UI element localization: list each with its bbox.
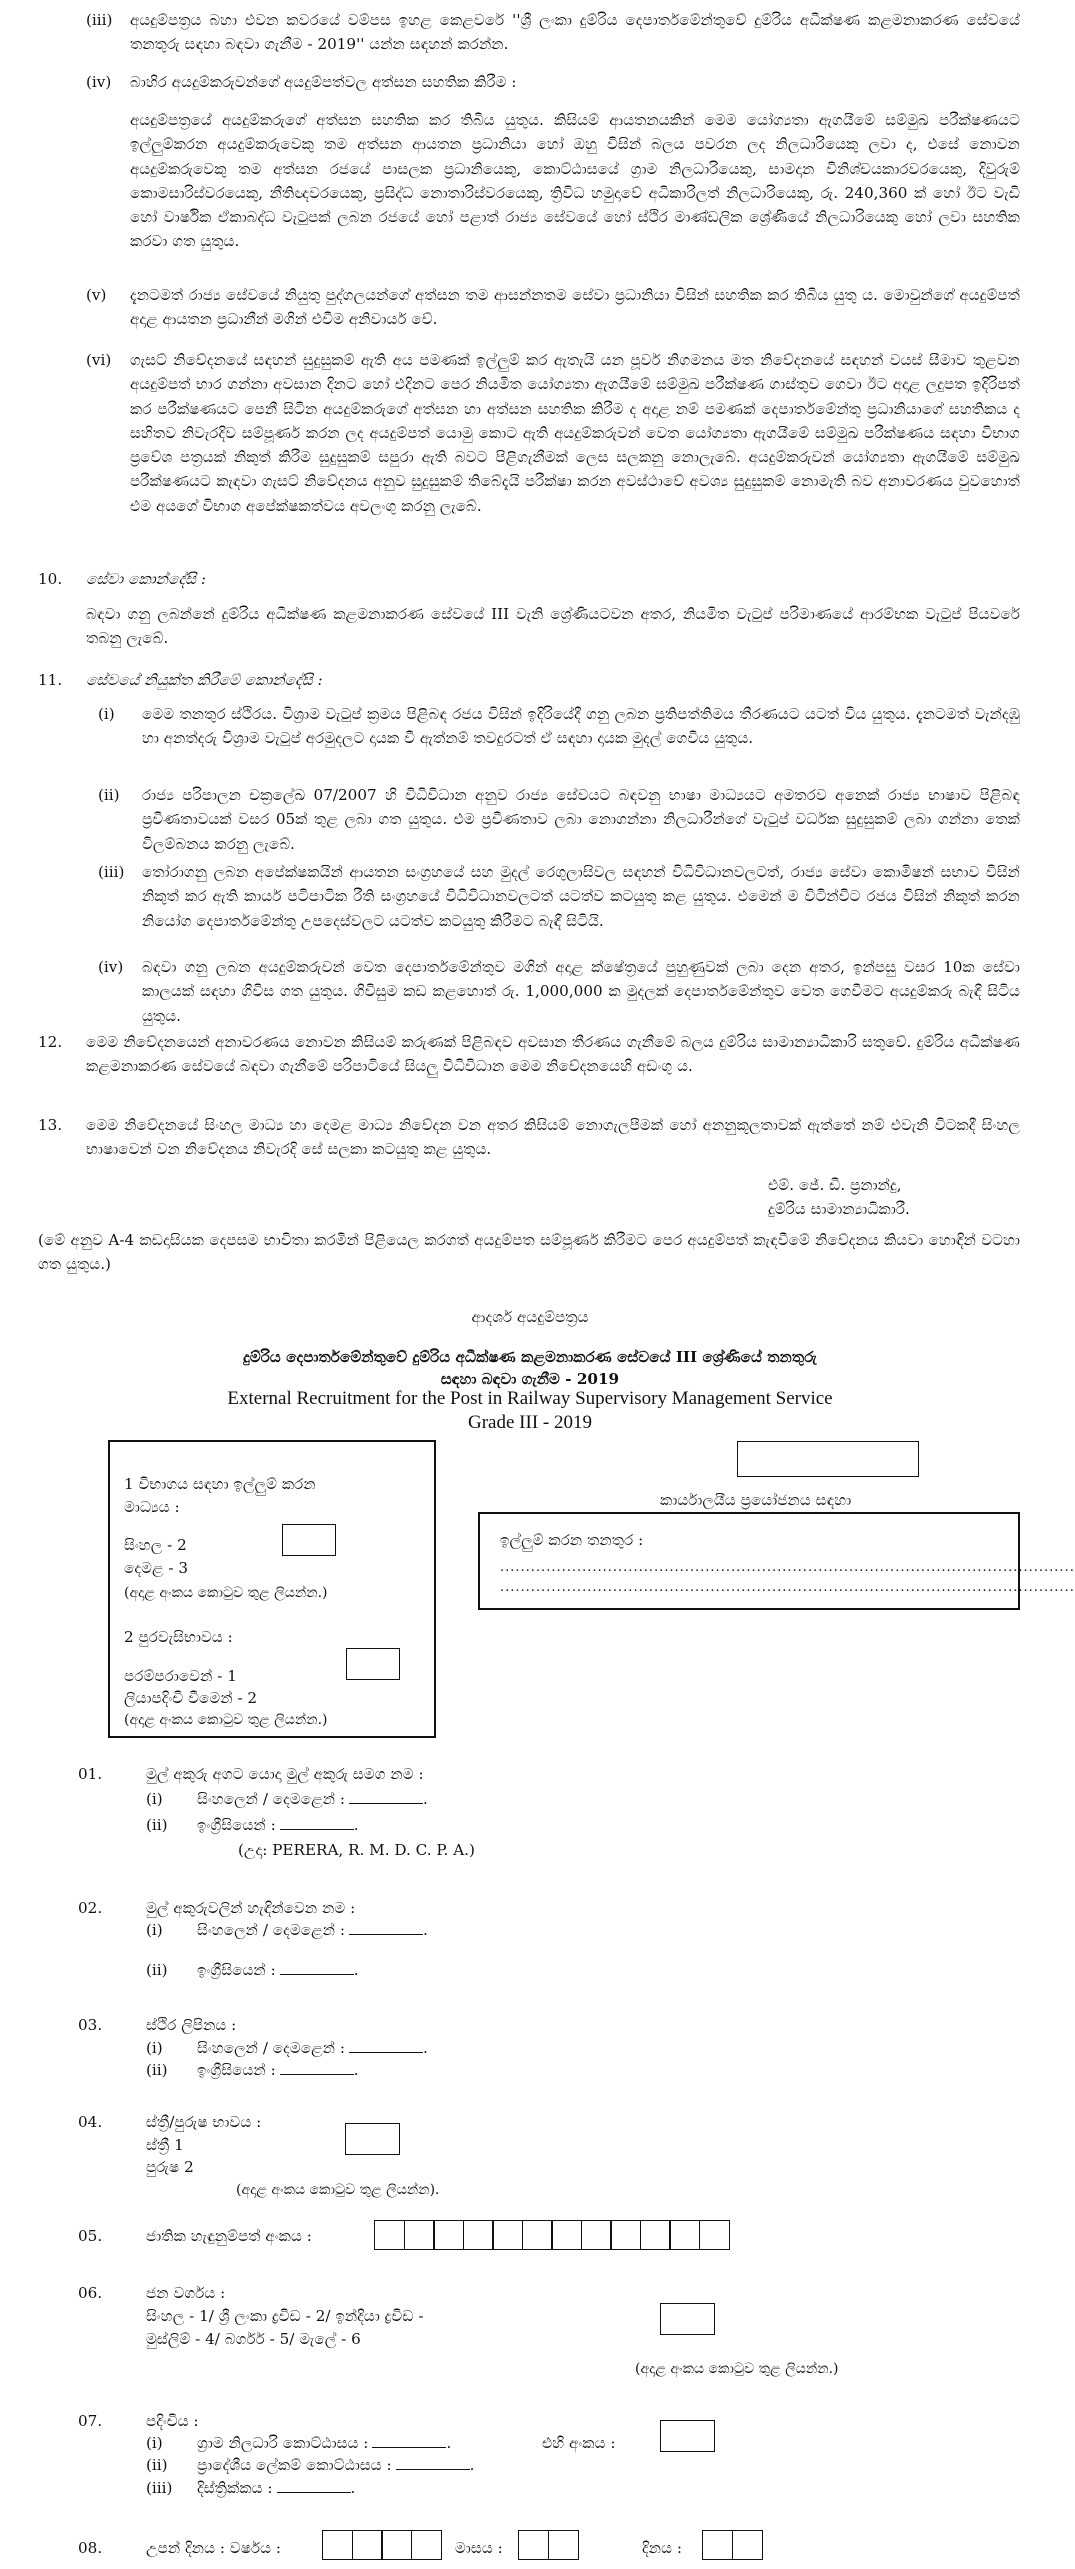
field-label: ඉංග්‍රීසියෙන් : [197, 1816, 276, 1834]
nic-number-boxes[interactable] [374, 2220, 728, 2250]
option-tamil: දෙමළ - 3 [124, 1559, 189, 1577]
hint: (අදාළ අංකය කොටුව තුළ ලියන්න). [236, 2182, 440, 2198]
sub-number: (ii) [146, 2456, 168, 2474]
fill-line[interactable] [277, 2491, 351, 2493]
section-number: 13. [38, 1116, 63, 1134]
dotted-line[interactable]: ................................................................................................................ [500, 1560, 1075, 1575]
nic-digit-box[interactable] [433, 2220, 464, 2250]
item-text: ගැසට් නිවේදනයේ සඳහන් සුදුසුකම් ඇති අය පමණක් ඉල්ලුම් කර ඇතැයි යන පූර්ව නිගමනය මත නිවේදනයේ සඳහන් වයස් සීමාව තුළවන අයදුම්පත් භාර ගන්නා අවසාන දිනට හෝ එදිනට පෙර නියමිත යෝග්‍යතා ඇගයීමේ සම්මුඛ පරීක්ෂණ ගාස්තුව ගෙවා ඊට අදාළ ලදුපත ඉදිරිපත් කර පරීක්ෂණයට පෙනී සිටින අයදුම්කරුගේ අත්සන හා අත්සන සහතික කිරීම ද අදාළ නම් පමණක් දෙපාර්තමේන්තු ප්‍රධානියාගේ සහතිකය ද සහිතව නිවැරදිව සම්පූර්ණ කරන ලද අයදුම්පත් යොමු කොට ඇති අයදුම්කරුවන් වෙත යෝග්‍යතා ඇගයීමේ සම්මුඛ පරීක්ෂණය සඳහා විභාග ප්‍රවේශ පත්‍රයක් නිකුත් කිරීම සුදුසුකම් සපුරා ඇති බවට පිළිගැනීමක් ලෙස සලකනු නොලැබේ. අයදුම්කරුවන් යෝග්‍යතා ඇගයීමේ සම්මුඛ පරීක්ෂණයට කැඳවා ගැසට් නිවේදනය අනුව සුදුසුකම් තිබේදැයි පරීක්ෂා කරන අවස්ථාවේ අවශ්‍ය සුදුසුකම් නොමැති බව අනාවරණය වුවහොත් එම අයගේ විභාග අපේක්ෂකත්වය අවලංගු කරනු ලැබේ. [130, 351, 1020, 515]
field-label-nic: ජාතික හැඳුනුම්පත් අංකය : [146, 2227, 312, 2245]
nic-digit-box[interactable] [669, 2220, 700, 2250]
address-sinhala-tamil-field[interactable]: සිංහලෙන් / දෙමළෙන් : . [197, 2039, 428, 2057]
field-number: 01. [78, 1765, 103, 1783]
field-number: 06. [78, 2284, 103, 2302]
sub-number: (i) [146, 2039, 163, 2057]
denoted-sinhala-tamil-field[interactable]: සිංහලෙන් / දෙමළෙන් : . [197, 1921, 428, 1939]
day-digit-box[interactable] [732, 2530, 763, 2560]
nic-digit-box[interactable] [640, 2220, 671, 2250]
signatory-name: එම්. ජේ. ඩී. ප්‍රනාන්දු, [768, 1176, 902, 1194]
field-label-gender: ස්ත්‍රී/පුරුෂ භාවය : [146, 2113, 262, 2131]
field-label: සිංහලෙන් / දෙමළෙන් : [197, 1921, 345, 1939]
field-number: 05. [78, 2227, 103, 2245]
hint: (අදාළ අංකය කොටුව තුළ ලියන්න.) [635, 2361, 839, 2377]
ethnicity-options-line-1: සිංහල - 1/ ශ්‍රී ලංකා ද්‍රවිඩ - 2/ ඉන්දියා ද්‍රවිඩ - [146, 2307, 424, 2325]
year-digit-box[interactable] [352, 2530, 383, 2560]
item-number: (vi) [86, 351, 112, 369]
field-label-ethnicity: ජන වර්ගය : [146, 2284, 226, 2302]
item-text: දැනටමත් රාජ්‍ය සේවයේ නියුතු පුද්ගලයන්ගේ අත්සන තම ආසන්නතම සේවා ප්‍රධානියා විසින් සහතික කර තිබිය යුතු ය. මොවුන්ගේ අයදුම්පත් අදාළ ආයතන ප්‍රධානීන් මගින් එවීම අනිවාර්ය වේ. [130, 286, 1020, 329]
hint: (අදාළ අංකය කොටුව තුළ ලියන්න.) [124, 1585, 328, 1601]
option-descent: පරම්පරාවෙන් - 1 [124, 1667, 237, 1685]
gn-code-label: එහි අංකය : [542, 2434, 616, 2452]
item-heading: බාහිර අයදුම්කරුවන්ගේ අයදුම්පත්වල අත්සන සහතික කිරීම : [130, 73, 517, 91]
year-digit-box[interactable] [381, 2530, 412, 2560]
item-text: රාජ්‍ය පරිපාලන චක්‍රලේඛ 07/2007 හි විධිවිධාන අනුව රාජ්‍ය සේවයට බඳවනු භාෂා මාධ්‍යයට අමතරව අනෙක් රාජ්‍ය භාෂාව පිළිබඳ ප්‍රවීණතාවයක් වසර 05ක් තුළ ලබා ගත යුතුය. එම ප්‍රවීණතාව ලබා නොගන්නා නිලධාරීන්ගේ වැටුප් වර්ධක සුදුසුකම් ලබා ගන්නා තෙක් විලම්බනය කරනු ලැබේ. [142, 786, 1020, 853]
medium-code-box[interactable] [282, 1524, 336, 1556]
dotted-line[interactable]: ................................................................................................................ [500, 1580, 1075, 1595]
field-label-date-of-birth: උපන් දිනය : වර්ෂය : [146, 2539, 282, 2557]
sub-number: (iii) [146, 2479, 173, 2497]
nic-digit-box[interactable] [581, 2220, 612, 2250]
sub-number: (ii) [146, 1961, 168, 1979]
sub-number: (i) [146, 1790, 163, 1808]
year-digit-box[interactable] [411, 2530, 442, 2560]
month-label: මාසය : [455, 2539, 503, 2557]
field-label: ප්‍රාදේශීය ලේකම් කොට්ඨාසය : [197, 2456, 392, 2474]
item-text: අයදුම්පත්‍රය බහා එවන කවරයේ වම්පස ඉහළ කෙළවරේ ''ශ්‍රී ලංකා දුම්රිය දෙපාර්තමේන්තුවේ දුම්රිය අධීක්ෂණ කළමනාකරණ සේවයේ තනතුරු සඳහා බඳවා ගැනීම - 2019'' යන්න සඳහන් කරන්න. [130, 11, 1020, 54]
ethnicity-code-box[interactable] [660, 2303, 715, 2335]
field-number: 03. [78, 2016, 103, 2034]
field-number: 04. [78, 2113, 103, 2131]
section-heading: සේවයේ නියුක්ත කිරීමේ කොන්දේසි : [86, 671, 323, 689]
nic-digit-box[interactable] [492, 2220, 523, 2250]
option-male: පුරුෂ 2 [146, 2158, 194, 2176]
signatory-title: දුම්රිය සාමාන්‍යාධිකාරී. [768, 1200, 910, 1218]
nic-digit-box[interactable] [522, 2220, 553, 2250]
gn-code-box[interactable] [660, 2420, 715, 2452]
nic-digit-box[interactable] [610, 2220, 641, 2250]
field-label: දිස්ත්‍රික්කය : [197, 2479, 273, 2497]
instruction-note: (මේ අනුව A-4 කඩදාසියක දෙපසම භාවිතා කරමින් පිළියෙල කරගත් අයදුම්පත සම්පූර්ණ කිරීමට පෙර අයදුම්පත් කැඳවීමේ නිවේදනය කියවා හොඳින් වටහා ගත යුතුය.) [38, 1231, 1020, 1274]
section-heading: සේවා කොන්දේසි : [86, 570, 206, 588]
nic-digit-box[interactable] [699, 2220, 730, 2250]
field-label: ඉංග්‍රීසියෙන් : [197, 2061, 276, 2079]
citizenship-code-box[interactable] [346, 1648, 400, 1680]
birth-year-boxes[interactable] [322, 2530, 440, 2560]
field-number: 08. [78, 2539, 103, 2557]
item-number: (i) [98, 705, 115, 723]
field-label-name-with-initials: මුල් අකුරු අගට යොදා මුල් අකුරු සමග නම : [146, 1765, 424, 1783]
fill-line[interactable] [372, 2446, 446, 2448]
nic-digit-box[interactable] [463, 2220, 494, 2250]
fill-line[interactable] [280, 2073, 354, 2075]
form-title-english: External Recruitment for the Post in Railway Supervisory Management Service [227, 1388, 833, 1409]
item-text: තෝරාගනු ලබන අපේක්ෂකයින් ආයතන සංග්‍රහයේ සහ මුදල් රෙගුලාසිවල සඳහන් විධිවිධානවලටත්, රාජ්‍ය සේවා කොමිෂන් සභාව විසින් නිකුත් කර ඇති කාර්ය පටිපාටික රීති සංග්‍රහයේ විධිවිධානවලටත් යටත්ව කටයුතු කළ යුතුය. එමෙන් ම විටින්විට රජය විසින් නිකුත් කරන නියෝග දෙපාර්තමේන්තු උපදෙස්වලට යටත්ව කටයුතු කිරීමට බැඳී සිටියි. [142, 863, 1020, 930]
ds-division-field[interactable]: ප්‍රාදේශීය ලේකම් කොට්ඨාසය : . [197, 2456, 475, 2474]
name-sinhala-tamil-field[interactable]: සිංහලෙන් / දෙමළෙන් : . [197, 1790, 428, 1808]
section-text: බඳවා ගනු ලබන්නේ දුම්රිය අධීක්ෂණ කළමනාකරණ සේවයේ III වැනි ශ්‍රේණියටවන අතර, නියමිත වැටුප් පරිමාණයේ ආරම්භක වැටුප් පියවරේ තබනු ලැබේ. [86, 605, 1020, 648]
fill-line[interactable] [349, 2051, 423, 2053]
option-registration: ලියාපදිංචි වීමෙන් - 2 [124, 1689, 258, 1707]
option-female: ස්ත්‍රී 1 [146, 2136, 184, 2154]
fill-line[interactable] [280, 1828, 354, 1830]
hint: (අදාළ අංකය කොටුව තුළ ලියන්න.) [124, 1712, 328, 1728]
field-number: 02. [78, 1899, 103, 1917]
medium-heading: 1 විභාගය සඳහා ඉල්ලුම් කරන [124, 1475, 316, 1493]
item-number: (ii) [98, 786, 120, 804]
medium-citizenship-box [108, 1440, 436, 1738]
birth-day-boxes[interactable] [702, 2530, 761, 2560]
form-title-sinhala-2: සඳහා බඳවා ගැනීම - 2019 [440, 1370, 620, 1388]
field-label-name-denoted-by-initials: මුල් අකුරුවලින් හැඳින්වෙන නම : [146, 1899, 356, 1917]
address-english-field[interactable]: ඉංග්‍රීසියෙන් : . [197, 2061, 359, 2079]
birth-month-boxes[interactable] [518, 2530, 577, 2560]
office-use-number-box [737, 1441, 919, 1477]
item-text: මෙම තනතුර ස්ථිරය. විශ්‍රාම වැටුප් ක්‍රමය පිළිබඳ රජය විසින් ඉදිරියේදී ගනු ලබන ප්‍රතිපත්තිමය තීරණයට යටත් විය යුතුය. දැනටමත් වැන්දඹු හා අනත්දරු විශ්‍රාම වැටුප් අරමුදලට දායක වී ඇත්නම් තවදුරටත් ඒ සඳහා දායක මුදල් ගෙවිය යුතුය. [142, 705, 1020, 748]
month-digit-box[interactable] [548, 2530, 579, 2560]
nic-digit-box[interactable] [551, 2220, 582, 2250]
citizenship-heading: 2 පුරවැසිභාවය : [124, 1628, 233, 1646]
form-title-sinhala: දුම්රිය දෙපාර්තමේන්තුවේ දුම්රිය අධීක්ෂණ කළමනාකරණ සේවයේ III ශ්‍රේණියේ තනතුරු [243, 1348, 817, 1366]
form-title-english-2: Grade III - 2019 [468, 1412, 592, 1433]
medium-heading-2: මාධ්‍යය : [124, 1498, 180, 1516]
item-number: (iv) [98, 958, 124, 976]
section-12-text: මෙම නිවේදනයෙන් අනාවරණය නොවන කිසියම් කරුණක් පිළිබඳව අවසාන තීරණය ගැනීමේ බලය දුම්රිය සාමාන්‍යාධිකාරි සතුවේ. දුම්රිය අධීක්ෂණ කළමනාකරණ සේවයේ බඳවා ගැනීමේ පරිපාටියේ සියලු විධිවිධාන මෙම නිවේදනයෙහි අඩංගු ය. [86, 1033, 1020, 1076]
section-number: 10. [38, 570, 63, 588]
month-digit-box[interactable] [518, 2530, 549, 2560]
nic-digit-box[interactable] [404, 2220, 435, 2250]
denoted-english-field[interactable]: ඉංග්‍රීසියෙන් : . [197, 1961, 359, 1979]
field-label: ඉංග්‍රීසියෙන් : [197, 1961, 276, 1979]
paragraph: අයදුම්පත්‍රයේ අයදුම්කරුගේ අත්සන සහතික කර තිබිය යුතුය. කිසියම් ආයතනයකින් මෙම යෝග්‍යතා ඇගයීමේ සම්මුඛ පරීක්ෂණයට ඉල්ලුම්කරන අයදුම්කරුවෙකු තම අත්සන ආයතන ප්‍රධානියා හෝ ඔහු විසින් බලය පවරන ලද නිලධාරියෙකු ලවා ද, එසේ නොවන අයදුම්කරුවෙකු තම අත්සන රජයේ පාසලක ප්‍රධානියෙකු, කොට්ඨාසයේ ග්‍රාම නිලධාරියෙකු, සාමදාන විනිශ්චයකාරවරයෙකු, දිවුරුම් කොමසාරිස්වරයෙකු, නීතිඥවරයෙකු, ප්‍රසිද්ධ නොතාරිස්වරයෙකු, ත්‍රිවිධ හමුදාවේ අධිකාරිලත් නිලධාරියෙකු, රු. 240,360 ක් හෝ ඊට වැඩි හෝ වාර්ෂික ඒකාබද්ධ වැටුපක් ලබන රජයේ හෝ පළාත් රාජ්‍ය සේවයේ හෝ ස්ථිර මාණ්ඩලික ශ්‍රේණියේ නිලධාරියෙකු හෝ ලවා සහතික කරවා ගත යුතුය. [130, 111, 1020, 251]
example-text: (උදා: PERERA, R. M. D. C. P. A.) [238, 1841, 475, 1859]
district-field[interactable]: දිස්ත්‍රික්කය : . [197, 2479, 356, 2497]
form-label: ආදර්ශ අයදුම්පත්‍රය [471, 1308, 589, 1326]
item-text: බඳවා ගනු ලබන අයදුම්කරුවන් වෙත දෙපාර්තමේන්තුව මගින් අදාළ ක්ෂේත්‍රයේ පුහුණුවක් ලබා දෙන අතර, ඉන්පසු වසර 10ක සේවා කාලයක් සඳහා ගිවිස ගත යුතුය. ගිවිසුම කඩ කළහොත් රු. 1,000,000 ක මුදලක් දෙපාර්තමේන්තුව වෙත ගෙවීමට අයදුම්කරු බැඳී සිටිය යුතුය. [142, 958, 1020, 1025]
office-use-label: කාර්යාලයීය ප්‍රයෝජනය සඳහා [660, 1491, 852, 1509]
field-label: ග්‍රාම නිලධාරි කොට්ඨාසය : [197, 2434, 369, 2452]
fill-line[interactable] [396, 2468, 470, 2470]
field-label-residence: පදිංචිය : [146, 2412, 199, 2430]
sub-number: (i) [146, 2434, 163, 2452]
day-label: දිනය : [642, 2539, 682, 2557]
post-applied-label: ඉල්ලුම් කරන තනතුර : [500, 1531, 644, 1549]
item-number: (iii) [98, 863, 125, 881]
fill-line[interactable] [349, 1933, 423, 1935]
gender-code-box[interactable] [345, 2123, 400, 2155]
section-13-text: මෙම නිවේදනයේ සිංහල මාධ්‍ය හා දෙමළ මාධ්‍ය නිවේදන වන අතර කිසියම් නොගැලපීමක් හෝ අනනුකූලතාවක් ඇත්තේ නම් එවැනි විටකදී සිංහල භාෂාවෙන් වන නිවේදනය නිවැරදි සේ සලකා කටයුතු කළ යුතුය. [86, 1116, 1020, 1159]
field-label: සිංහලෙන් / දෙමළෙන් : [197, 1790, 345, 1808]
section-number: 12. [38, 1033, 63, 1051]
item-number: (iv) [86, 73, 112, 91]
gn-division-field[interactable]: ග්‍රාම නිලධාරි කොට්ඨාසය : . [197, 2434, 452, 2452]
day-digit-box[interactable] [702, 2530, 733, 2560]
ethnicity-options-line-2: මුස්ලිම් - 4/ බර්ගර් - 5/ මැලේ - 6 [146, 2330, 361, 2348]
section-number: 11. [38, 671, 63, 689]
field-label: සිංහලෙන් / දෙමළෙන් : [197, 2039, 345, 2057]
item-number: (iii) [86, 11, 113, 29]
year-digit-box[interactable] [322, 2530, 353, 2560]
sub-number: (i) [146, 1921, 163, 1939]
field-label-permanent-address: ස්ථිර ලිපිනය : [146, 2016, 237, 2034]
post-applied-box [478, 1512, 1075, 1610]
item-number: (v) [86, 286, 107, 304]
field-number: 07. [78, 2412, 103, 2430]
option-sinhala: සිංහල - 2 [124, 1536, 187, 1554]
fill-line[interactable] [349, 1802, 423, 1804]
name-english-field[interactable]: ඉංග්‍රීසියෙන් : . [197, 1816, 359, 1834]
nic-digit-box[interactable] [374, 2220, 405, 2250]
fill-line[interactable] [280, 1973, 354, 1975]
sub-number: (ii) [146, 2061, 168, 2079]
sub-number: (ii) [146, 1816, 168, 1834]
